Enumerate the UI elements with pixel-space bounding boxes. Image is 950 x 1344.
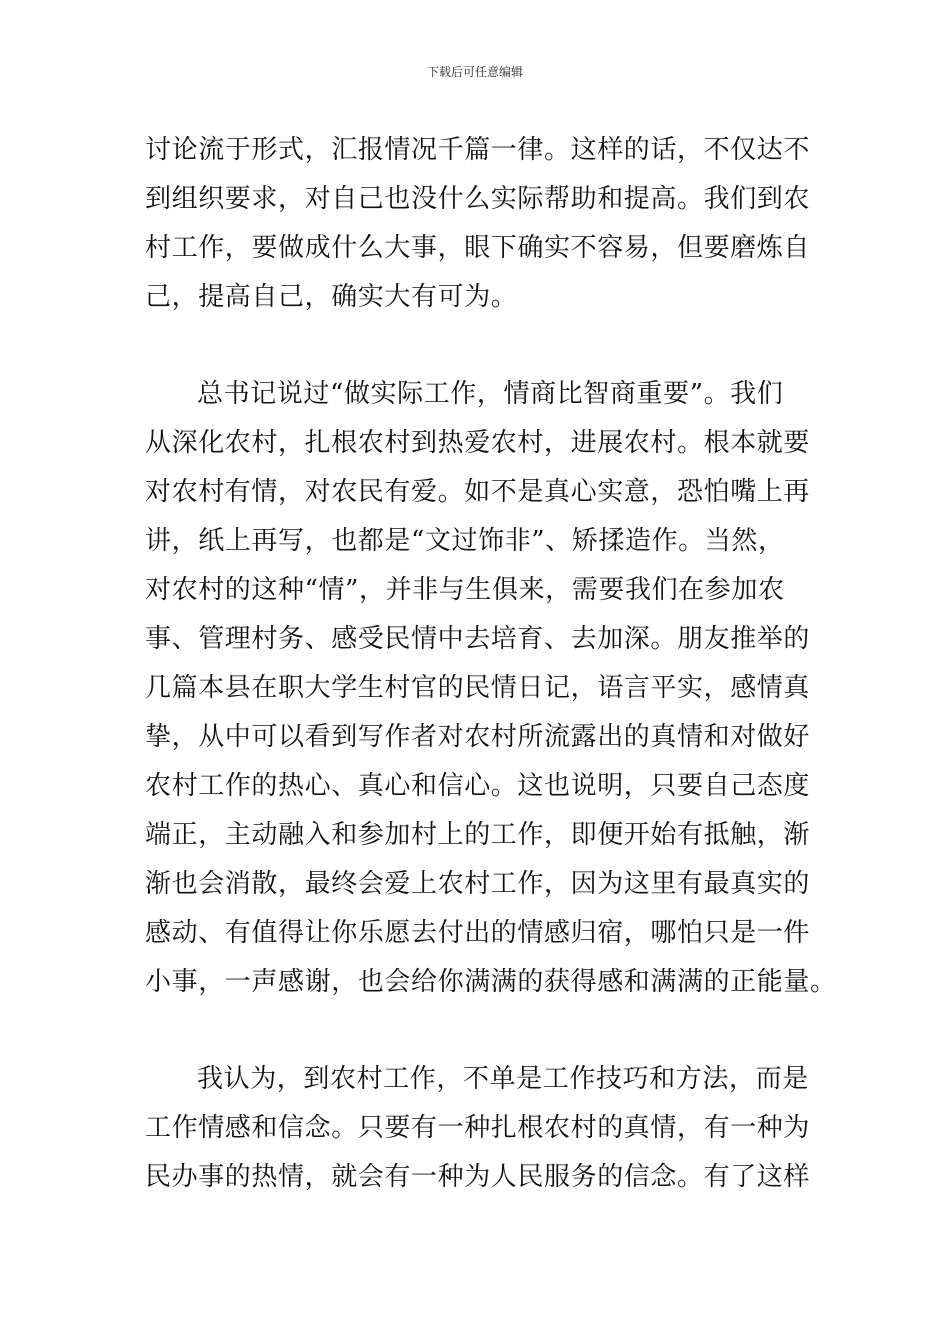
text-line: 到组织要求，对自己也没什么实际帮助和提高。我们到农 [145, 184, 811, 214]
paragraph-3 [145, 1055, 811, 1202]
page-header: 下载后可任意编辑 [426, 65, 523, 79]
text-line: 讨论流于形式，汇报情况千篇一律。这样的话，不仅达不 [145, 135, 811, 165]
text-line: 民办事的热情，就会有一种为人民服务的信念。有了这样 [145, 1162, 811, 1192]
text-line: 对农村的这种“情”，并非与生俱来，需要我们在参加农 [145, 575, 785, 605]
text-line: 渐也会消散，最终会爱上农村工作，因为这里有最真实的 [145, 869, 811, 899]
paragraph-2 [145, 370, 837, 1007]
paragraph-spacer [145, 1007, 805, 1055]
text-line: 事、管理村务、感受民情中去培育、去加深。朋友推举的 [145, 624, 811, 654]
document-body [145, 126, 837, 1202]
text-line: 挚，从中可以看到写作者对农村所流露出的真情和对做好 [145, 722, 811, 752]
text-line: 几篇本县在职大学生村官的民情日记，语言平实，感情真 [145, 673, 811, 703]
paragraph-1 [145, 126, 811, 322]
paragraph-spacer [145, 322, 805, 370]
text-line: 我认为，到农村工作，不单是工作技巧和方法，而是 [197, 1064, 809, 1094]
text-line: 总书记说过“做实际工作，情商比智商重要”。我们 [197, 379, 784, 409]
text-line: 小事，一声感谢，也会给你满满的获得感和满满的正能量。 [145, 967, 837, 997]
text-line: 感动、有值得让你乐愿去付出的情感归宿，哪怕只是一件 [145, 918, 811, 948]
text-line: 工作情感和信念。只要有一种扎根农村的真情，有一种为 [145, 1113, 811, 1143]
text-line: 对农村有情，对农民有爱。如不是真心实意，恐怕嘴上再 [145, 477, 811, 507]
text-line: 农村工作的热心、真心和信心。这也说明，只要自己态度 [145, 771, 811, 801]
text-line: 己，提高自己，确实大有可为。 [145, 282, 518, 312]
text-line: 端正，主动融入和参加村上的工作，即便开始有抵触，渐 [145, 820, 811, 850]
text-line: 从深化农村，扎根农村到热爱农村，进展农村。根本就要 [145, 428, 811, 458]
text-line: 村工作，要做成什么大事，眼下确实不容易，但要磨炼自 [145, 233, 811, 263]
text-line: 讲，纸上再写，也都是“文过饰非”、矫揉造作。当然， [145, 526, 785, 556]
